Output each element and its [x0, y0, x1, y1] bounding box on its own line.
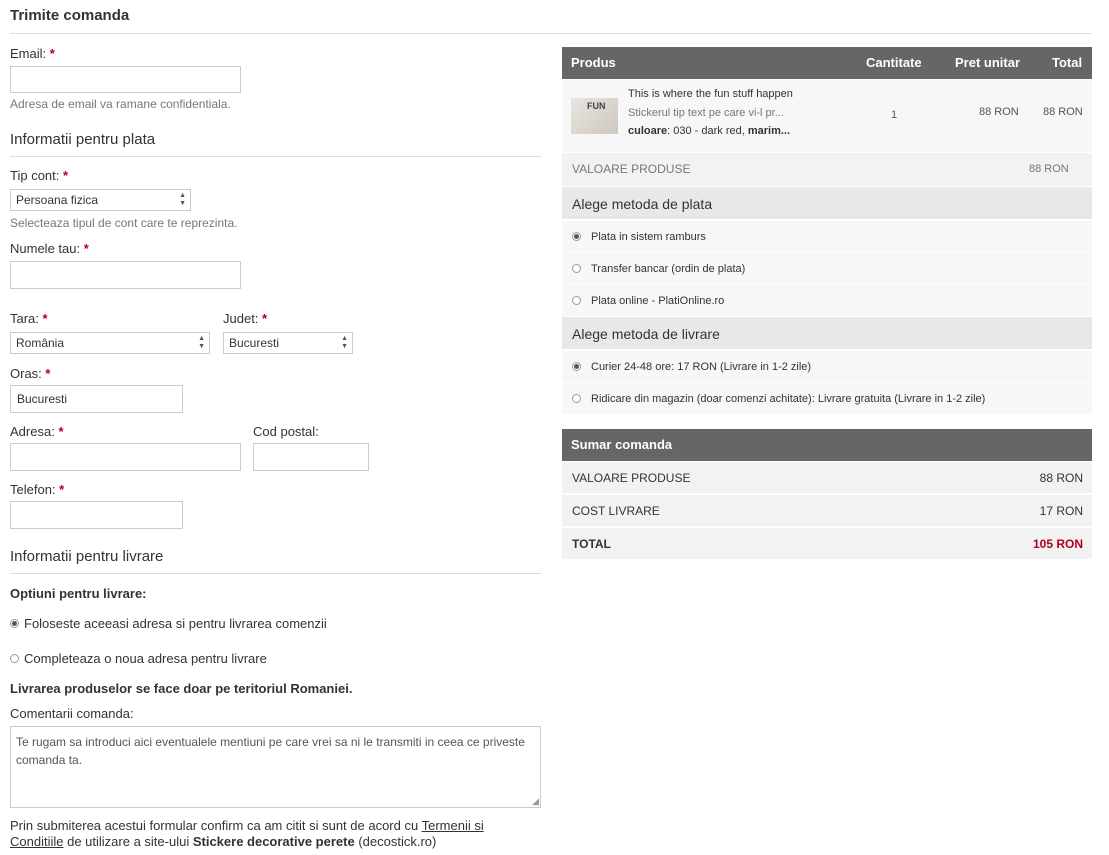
country-label: Tara: [10, 311, 39, 326]
required-marker: * [59, 482, 65, 497]
required-marker: * [262, 311, 268, 326]
comments-textarea[interactable] [10, 726, 541, 808]
required-marker: * [63, 168, 69, 183]
delivery-option-new-address[interactable] [10, 650, 267, 666]
name-label: Numele tau: [10, 241, 81, 256]
summary-row-total [562, 528, 1092, 559]
title-divider [10, 33, 1092, 34]
payment-info-heading: Informatii pentru plata [10, 131, 156, 148]
payment-info-divider [10, 156, 541, 157]
delivery-info-heading: Informatii pentru livrare [10, 548, 164, 565]
phone-label: Telefon: [10, 482, 56, 497]
terms-text [10, 818, 510, 850]
summary-row-value: 17 RON [1039, 504, 1083, 518]
payment-method-header [562, 187, 1092, 219]
account-type-value: Persoana fizica [16, 193, 99, 207]
col-total: Total [1052, 55, 1083, 70]
summary-total-label: TOTAL [572, 537, 611, 551]
attr-label: culoare [628, 125, 668, 137]
comments-label: Comentarii comanda: [10, 706, 134, 721]
country-select[interactable] [10, 332, 210, 354]
account-type-help-text: Selecteaza tipul de cont care te reprezinta. [10, 216, 238, 230]
delivery-method-heading: Alege metoda de livrare [572, 326, 720, 342]
site-name: Stickere decorative perete [192, 834, 355, 849]
delivery-option-pickup[interactable] [562, 383, 1092, 414]
terms-link[interactable]: Termenii si Conditiile [10, 818, 484, 849]
payment-option-online[interactable] [562, 285, 1092, 316]
email-label: Email: [10, 46, 47, 61]
attr-value: : 030 - dark red, [667, 125, 748, 137]
payment-option-ramburs[interactable] [562, 221, 1092, 252]
radio-button[interactable] [572, 296, 581, 305]
delivery-info-divider [10, 573, 541, 574]
summary-row-products [562, 462, 1092, 493]
item-unit-price: 88 RON [979, 106, 1019, 118]
required-marker: * [42, 311, 48, 326]
county-value: Bucuresti [229, 336, 280, 350]
city-label: Oras: [10, 366, 42, 381]
radio-button[interactable] [10, 654, 19, 663]
delivery-options-label: Optiuni pentru livrare: [10, 586, 147, 601]
payment-method-heading: Alege metoda de plata [572, 196, 713, 212]
select-arrows-icon: ▲ ▼ [179, 192, 186, 207]
radio-button[interactable] [572, 264, 581, 273]
thumbnail-text: FUN [587, 101, 606, 111]
delivery-option-label: Foloseste aceeasi adresa si pentru livrarea comenzii [24, 615, 327, 631]
product-thumbnail[interactable] [571, 98, 618, 134]
city-label-group [10, 366, 50, 381]
country-label-group [10, 311, 48, 326]
page-title: Trimite comanda [10, 7, 130, 24]
col-quantity: Cantitate [866, 55, 922, 70]
email-label-group [10, 46, 55, 61]
terms-middle: de utilizare a site-ului [63, 834, 193, 849]
delivery-option-same-address[interactable] [10, 615, 327, 631]
cart-table-header [562, 47, 1092, 79]
payment-option-label: Plata online - PlatiOnline.ro [591, 294, 725, 307]
order-summary-heading: Sumar comanda [571, 437, 673, 452]
postal-code-label: Cod postal: [253, 424, 319, 439]
item-total: 88 RON [1043, 106, 1083, 118]
radio-button[interactable] [572, 394, 581, 403]
county-select[interactable] [223, 332, 353, 354]
county-label-group [223, 311, 267, 326]
delivery-option-label: Completeaza o noua adresa pentru livrare [24, 650, 267, 666]
products-value-amount: 88 RON [1029, 163, 1069, 175]
required-marker: * [45, 366, 51, 381]
attr-more: marim... [747, 125, 791, 137]
name-field[interactable] [10, 261, 241, 289]
delivery-method-label: Ridicare din magazin (doar comenzi achitate): Livrare gratuita (Livrare in 1-2 zile) [591, 392, 986, 405]
delivery-method-header [562, 317, 1092, 349]
payment-option-transfer[interactable] [562, 253, 1092, 284]
terms-prefix: Prin submiterea acestui formular confirm ca am citit si sunt de acord cu [10, 818, 422, 833]
account-type-label: Tip cont: [10, 168, 60, 183]
resize-grip-icon[interactable]: ◢ [532, 796, 539, 806]
phone-field[interactable] [10, 501, 183, 529]
required-marker: * [58, 424, 64, 439]
phone-label-group [10, 482, 64, 497]
required-marker: * [83, 241, 89, 256]
select-arrows-icon: ▲ ▼ [198, 335, 205, 350]
products-value-label: VALOARE PRODUSE [572, 162, 691, 176]
radio-button-checked[interactable] [572, 232, 581, 241]
email-help-text: Adresa de email va ramane confidentiala. [10, 97, 231, 111]
delivery-notice: Livrarea produselor se face doar pe teritoriul Romaniei. [10, 681, 353, 696]
address-field[interactable] [10, 443, 241, 471]
products-value-row [562, 153, 1092, 186]
terms-suffix: (decostick.ro) [354, 834, 437, 849]
col-unit-price: Pret unitar [955, 55, 1021, 70]
country-value: România [16, 336, 65, 350]
radio-button-checked[interactable] [572, 362, 581, 371]
radio-button-checked[interactable] [10, 619, 19, 628]
required-marker: * [49, 46, 55, 61]
account-type-select[interactable] [10, 189, 191, 211]
county-label: Judet: [223, 311, 259, 326]
summary-row-label: COST LIVRARE [572, 504, 660, 518]
postal-code-field[interactable] [253, 443, 369, 471]
address-label-group [10, 424, 64, 439]
order-summary-header [562, 429, 1092, 461]
product-description: Stickerul tip text pe care vi-l pr... [628, 107, 784, 119]
address-label: Adresa: [10, 424, 55, 439]
col-product: Produs [571, 55, 616, 70]
product-name[interactable]: This is where the fun stuff happen [628, 88, 793, 100]
product-attributes [628, 125, 790, 137]
summary-row-value: 88 RON [1039, 471, 1083, 485]
comments-placeholder: Te rugam sa introduci aici eventualele mentiuni pe care vrei sa ni le transmiti in ceea ce priveste comanda ta. [16, 735, 525, 767]
payment-option-label: Plata in sistem ramburs [591, 230, 706, 243]
city-field[interactable]: Bucuresti [10, 385, 183, 413]
payment-option-label: Transfer bancar (ordin de plata) [591, 262, 746, 275]
summary-row-shipping [562, 495, 1092, 526]
item-quantity: 1 [891, 109, 898, 121]
delivery-option-courier[interactable] [562, 351, 1092, 382]
summary-total-value: 105 RON [1032, 537, 1083, 551]
summary-row-label: VALOARE PRODUSE [572, 471, 691, 485]
name-label-group [10, 241, 89, 256]
delivery-method-label: Curier 24-48 ore: 17 RON (Livrare in 1-2 zile) [591, 360, 812, 373]
email-field[interactable] [10, 66, 241, 93]
select-arrows-icon: ▲ ▼ [341, 335, 348, 350]
account-type-label-group [10, 168, 68, 183]
